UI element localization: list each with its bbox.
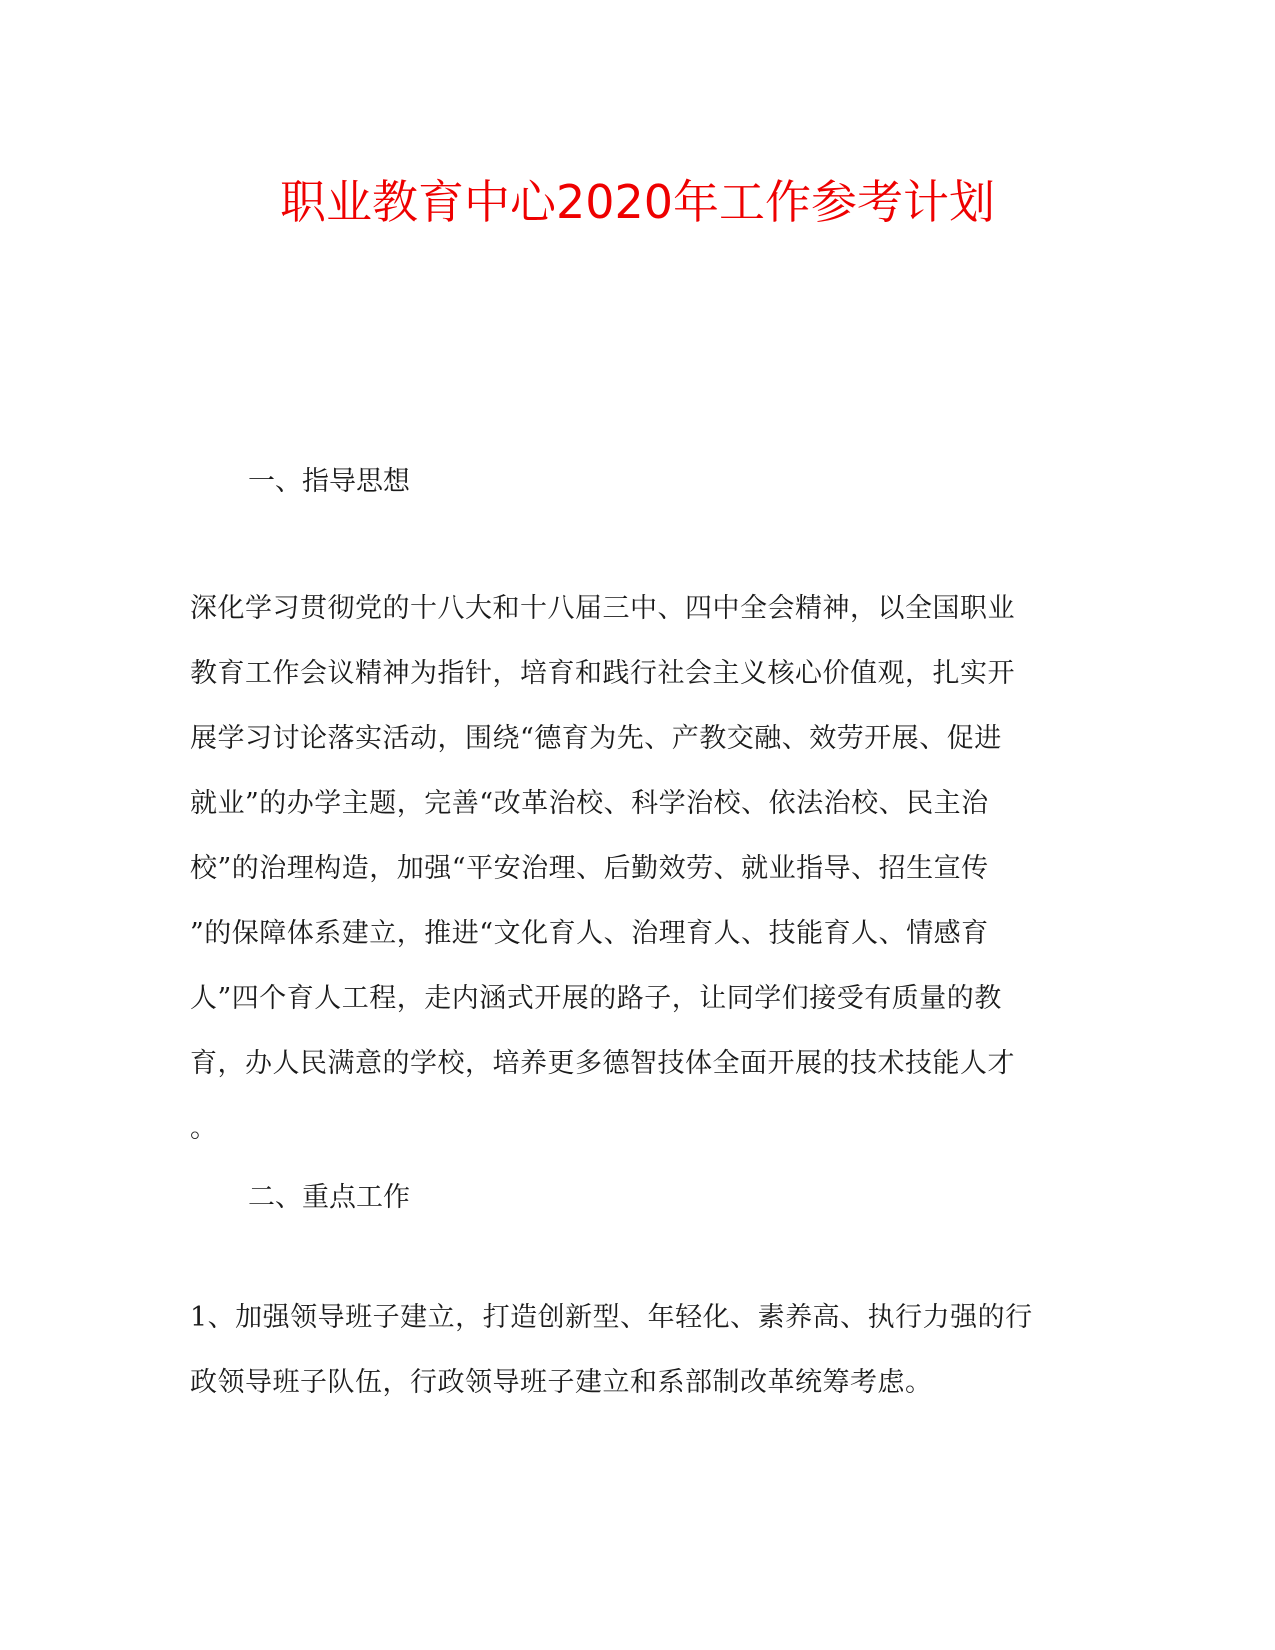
paragraph-line: 人”四个育人工程，走内涵式开展的路子，让同学们接受有质量的教	[190, 983, 1002, 1014]
paragraph-guiding-ideology	[190, 576, 1070, 1161]
paragraph-line: 展学习讨论落实活动，围绕“德育为先、产教交融、效劳开展、促进	[190, 723, 1002, 754]
paragraph-line: 校”的治理构造，加强“平安治理、后勤效劳、就业指导、招生宣传	[190, 853, 989, 884]
paragraph-line: 政领导班子队伍，行政领导班子建立和系部制改革统筹考虑。	[190, 1367, 933, 1398]
section-heading-key-work: 二、重点工作	[248, 1182, 410, 1213]
paragraph-line: ”的保障体系建立，推进“文化育人、治理育人、技能育人、情感育	[190, 918, 989, 949]
paragraph-line: 教育工作会议精神为指针，培育和践行社会主义核心价值观，扎实开	[190, 658, 1015, 689]
paragraph-line: 。	[190, 1113, 218, 1144]
document-title: 职业教育中心2020年工作参考计划	[279, 175, 996, 229]
paragraph-line: 就业”的办学主题，完善“改革治校、科学治校、依法治校、民主治	[190, 788, 989, 819]
paragraph-line: 深化学习贯彻党的十八大和十八届三中、四中全会精神，以全国职业	[190, 593, 1015, 624]
section-heading-guiding-ideology: 一、指导思想	[248, 466, 410, 497]
paragraph-line: 1、加强领导班子建立，打造创新型、年轻化、素养高、执行力强的行	[190, 1302, 1033, 1333]
paragraph-line: 育，办人民满意的学校，培养更多德智技体全面开展的技术技能人才	[190, 1048, 1015, 1079]
paragraph-key-work	[190, 1285, 1070, 1415]
